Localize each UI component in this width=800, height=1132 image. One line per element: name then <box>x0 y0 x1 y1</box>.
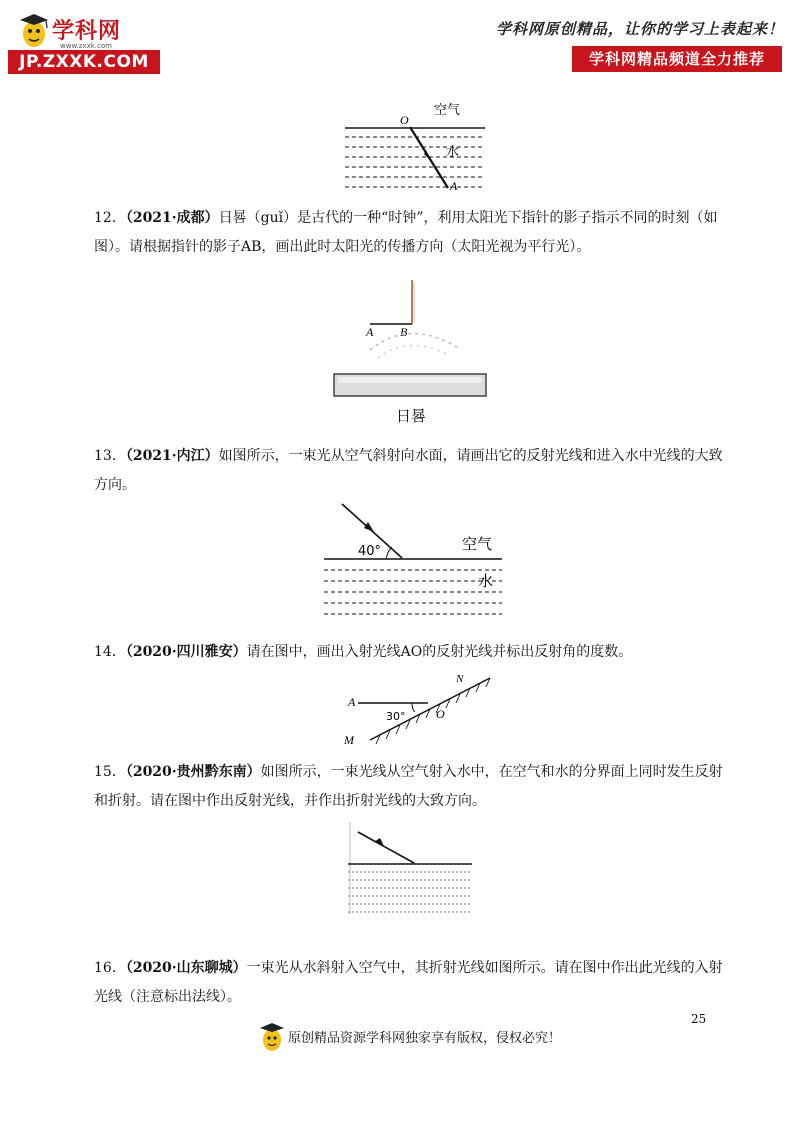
figure-q12-sundial <box>330 278 490 402</box>
question-number: 16． <box>94 960 126 976</box>
label-o: O <box>400 113 409 127</box>
label-m: M <box>344 733 354 747</box>
figure-q13-incidence <box>316 500 506 616</box>
question-source: （2021·成都） <box>125 210 219 226</box>
question-text: 请在图中，画出入射光线AO的反射光线并标出反射角的度数。 <box>246 644 633 660</box>
question-14 <box>94 638 734 667</box>
question-text: 日晷（guǐ）是古代的一种“时钟”，利用太阳光下指针的影子指示不同的时刻（如图）。请根据指针的影子AB，画出此时太阳光的传播方向（太阳光视为平行光）。 <box>94 210 718 255</box>
question-text: 一束光从水斜射入空气中，其折射光线如图所示。请在图中作出此光线的入射光线（注意标出法线）。 <box>94 960 723 1005</box>
label-air: 空气 <box>462 535 493 553</box>
page-header <box>0 0 800 80</box>
figure-q14-mirror <box>340 670 510 750</box>
question-12 <box>94 204 734 262</box>
label-a: A <box>450 179 458 193</box>
label-angle: 40° <box>358 544 382 559</box>
question-13 <box>94 442 734 500</box>
label-water: 水 <box>446 145 460 160</box>
logo-text: 学科网 <box>52 19 122 44</box>
label-angle: 30° <box>386 710 406 723</box>
question-text: 如图所示，一束光从空气斜射向水面，请画出它的反射光线和进入水中光线的大致方向。 <box>94 448 723 493</box>
label-air: 空气 <box>434 103 461 118</box>
logo-small-url: www.zxxk.com <box>60 42 112 50</box>
mascot-icon <box>16 12 52 50</box>
question-text: 如图所示，一束光线从空气射入水中，在空气和水的分界面上同时发生反射和折射。请在图中作出反射光线，并作出折射光线的大致方向。 <box>94 764 723 809</box>
question-source: （2021·内江） <box>125 448 219 464</box>
label-water: 水 <box>478 572 494 590</box>
figure-q11-refraction <box>340 98 490 198</box>
question-15 <box>94 758 734 816</box>
question-number: 15． <box>94 764 126 780</box>
figure-q15-interface <box>340 818 480 918</box>
page-number: 25 <box>691 1012 707 1026</box>
page-footer <box>258 1022 598 1052</box>
question-16 <box>94 954 734 1012</box>
question-source: （2020·贵州黔东南） <box>125 764 261 780</box>
logo-url: JP.ZXXK.COM <box>8 50 160 74</box>
label-a: A <box>348 695 356 709</box>
question-number: 13． <box>94 448 126 464</box>
label-n: N <box>456 673 464 685</box>
recommend-banner: 学科网精品频道全力推荐 <box>572 46 782 72</box>
footer-copyright: 原创精品资源学科网独家享有版权，侵权必究！ <box>288 1031 562 1046</box>
label-b: B <box>400 325 408 339</box>
site-logo[interactable] <box>8 12 168 74</box>
label-a: A <box>366 325 374 339</box>
mascot-icon <box>258 1022 286 1052</box>
header-slogan: 学科网原创精品，让你的学习上表起来！ <box>495 20 784 38</box>
question-number: 12． <box>94 210 126 226</box>
question-source: （2020·四川雅安） <box>125 644 247 660</box>
question-number: 14． <box>94 644 126 660</box>
question-source: （2020·山东聊城） <box>125 960 247 976</box>
caption-sundial: 日晷 <box>396 407 427 425</box>
label-o: O <box>436 707 445 721</box>
